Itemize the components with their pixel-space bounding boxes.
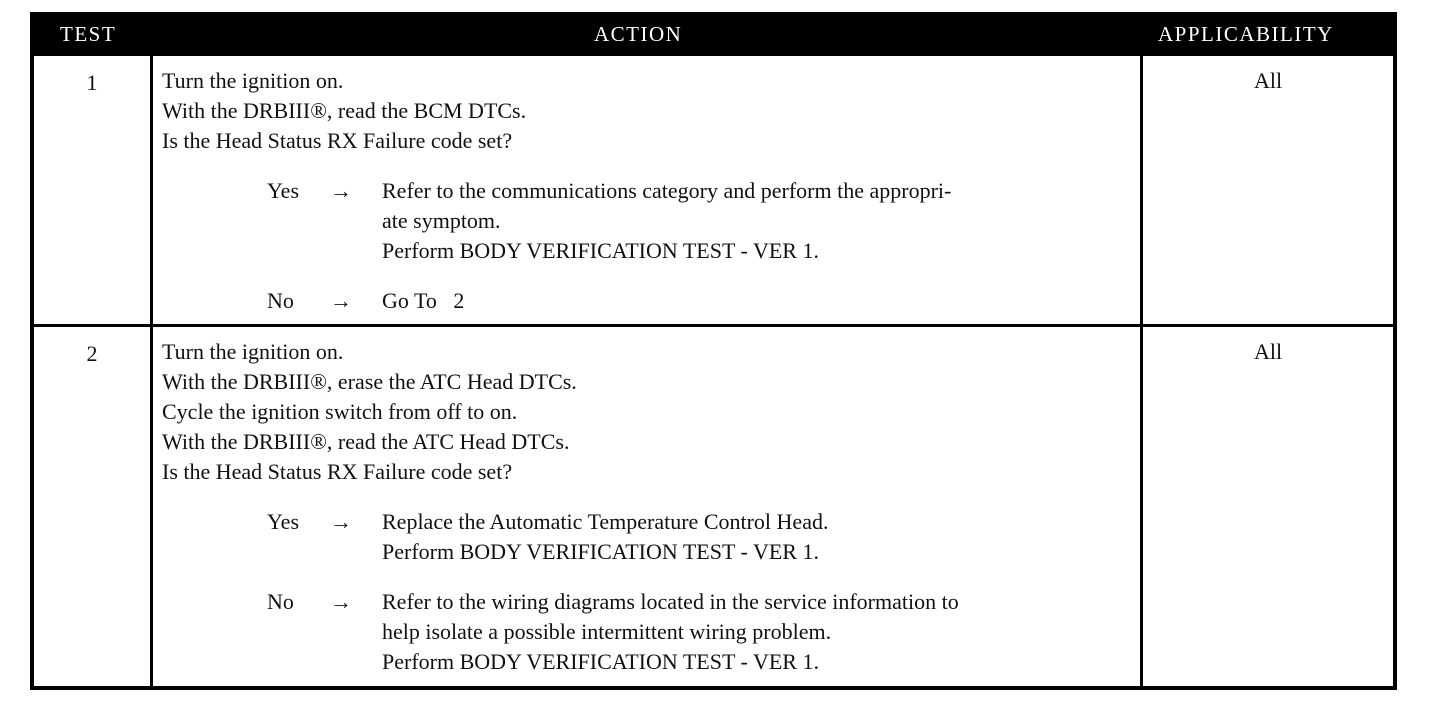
arrow-icon: → xyxy=(330,589,352,614)
yes-outcome xyxy=(162,507,959,567)
arrow-icon: → xyxy=(330,178,352,203)
action-step: With the DRBIII®, erase the ATC Head DTCs. xyxy=(162,369,577,394)
diagnostic-test-table xyxy=(30,12,1397,690)
applicability-value: All xyxy=(1253,68,1283,93)
test-number: 1 xyxy=(86,70,98,95)
outcome-line: Refer to the wiring diagrams located in the service information to xyxy=(382,589,959,614)
outcome-line: Perform BODY VERIFICATION TEST - VER 1. xyxy=(382,539,819,564)
outcome-line: Perform BODY VERIFICATION TEST - VER 1. xyxy=(382,238,819,263)
action-step: Cycle the ignition switch from off to on. xyxy=(162,399,518,424)
outcome-line: Refer to the communications category and perform the appropri- xyxy=(382,178,952,203)
yes-outcome xyxy=(162,176,951,266)
outcome-line: Go To 2 xyxy=(382,288,465,313)
yes-label: Yes xyxy=(267,509,300,534)
yes-label: Yes xyxy=(267,178,300,203)
no-outcome xyxy=(162,587,959,677)
arrow-icon: → xyxy=(330,288,352,313)
table-header xyxy=(34,16,1393,56)
test-number: 2 xyxy=(86,341,98,366)
action-step: Is the Head Status RX Failure code set? xyxy=(162,459,513,484)
outcome-line: ate symptom. xyxy=(382,208,501,233)
test-action xyxy=(162,66,951,316)
outcome-line: help isolate a possible intermittent wiring problem. xyxy=(382,619,832,644)
no-label: No xyxy=(267,288,294,313)
action-step: Turn the ignition on. xyxy=(162,68,344,93)
applicability-value: All xyxy=(1253,339,1283,364)
header-applicability: APPLICABILITY xyxy=(1158,22,1334,46)
header-action: ACTION xyxy=(594,22,683,46)
action-step: With the DRBIII®, read the BCM DTCs. xyxy=(162,98,527,123)
outcome-line: Perform BODY VERIFICATION TEST - VER 1. xyxy=(382,649,819,674)
action-step: With the DRBIII®, read the ATC Head DTCs. xyxy=(162,429,570,454)
action-step: Is the Head Status RX Failure code set? xyxy=(162,128,513,153)
test-action xyxy=(162,337,959,677)
arrow-icon: → xyxy=(330,509,352,534)
header-test: TEST xyxy=(60,22,117,46)
no-label: No xyxy=(267,589,294,614)
outcome-line: Replace the Automatic Temperature Control Head. xyxy=(382,509,829,534)
action-step: Turn the ignition on. xyxy=(162,339,344,364)
column-divider-test xyxy=(150,16,153,686)
no-outcome xyxy=(162,286,951,316)
row-divider xyxy=(34,324,1393,327)
